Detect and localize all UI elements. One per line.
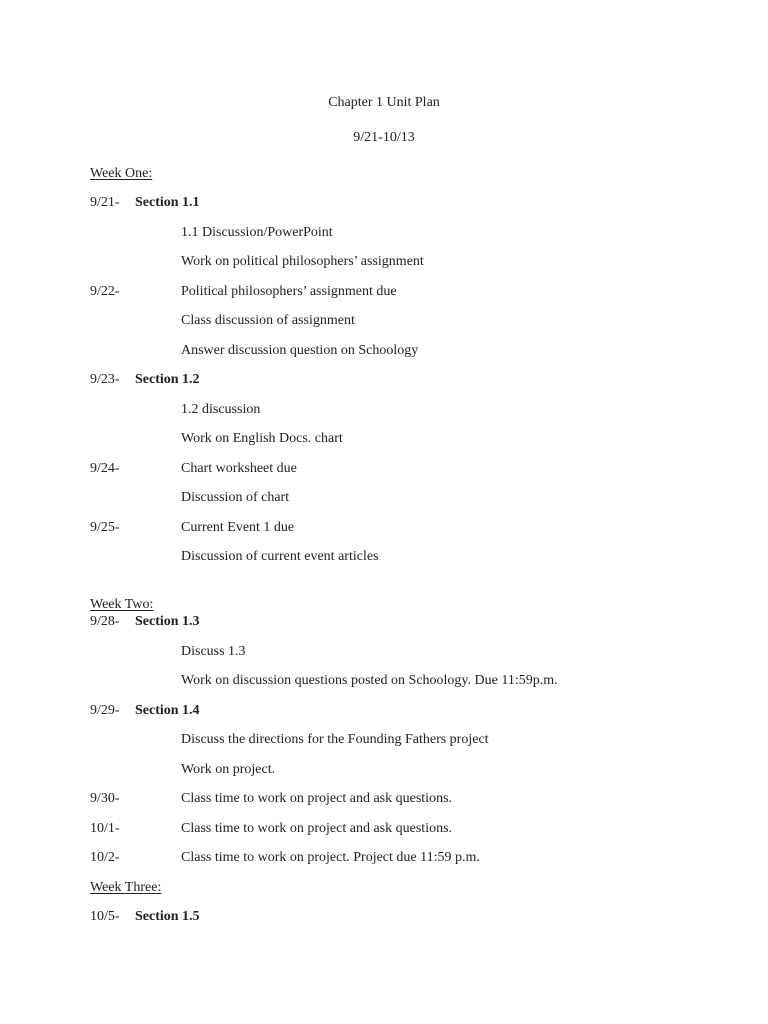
week-heading: Week Two: — [90, 597, 154, 612]
plan-item-text: Work on political philosophers’ assignment — [181, 254, 424, 269]
plan-item-text: Chart worksheet due — [181, 461, 297, 476]
plan-date: 9/24- — [90, 461, 120, 476]
plan-item-text: Discussion of chart — [181, 490, 290, 505]
plan-item-row — [0, 643, 768, 661]
plan-item-row — [0, 253, 768, 271]
plan-item-row — [0, 849, 768, 867]
plan-item-row — [0, 519, 768, 537]
section-row — [0, 194, 768, 212]
section-row — [0, 702, 768, 720]
plan-item-row — [0, 489, 768, 507]
plan-item-row — [0, 430, 768, 448]
plan-date: 10/1- — [90, 821, 120, 836]
section-label: Section 1.2 — [135, 372, 200, 387]
plan-item-row — [0, 731, 768, 749]
plan-item-row — [0, 312, 768, 330]
plan-date: 10/2- — [90, 850, 120, 865]
document-date-range: 9/21-10/13 — [353, 130, 415, 145]
plan-item-text: Work on project. — [181, 762, 276, 777]
plan-item-text: Discuss the directions for the Founding Fathers project — [181, 732, 489, 747]
plan-item-text: Current Event 1 due — [181, 520, 295, 535]
plan-item-row — [0, 790, 768, 808]
plan-item-row — [0, 401, 768, 419]
plan-date: 9/23- — [90, 372, 120, 387]
plan-item-text: 1.2 discussion — [181, 402, 261, 417]
section-label: Section 1.3 — [135, 614, 200, 629]
section-label: Section 1.1 — [135, 195, 200, 210]
week-heading: Week One: — [90, 166, 153, 181]
plan-item-row — [0, 283, 768, 301]
plan-date: 9/25- — [90, 520, 120, 535]
plan-item-text: Class discussion of assignment — [181, 313, 355, 328]
section-row — [0, 613, 768, 631]
section-label: Section 1.4 — [135, 703, 200, 718]
section-label: Section 1.5 — [135, 909, 200, 924]
week-heading-row — [0, 596, 768, 614]
plan-item-text: Class time to work on project and ask questions. — [181, 791, 453, 806]
plan-item-text: Answer discussion question on Schoology — [181, 343, 419, 358]
plan-item-text: Discussion of current event articles — [181, 549, 379, 564]
plan-item-text: Discuss 1.3 — [181, 644, 246, 659]
plan-date: 9/28- — [90, 614, 120, 629]
plan-item-text: Political philosophers’ assignment due — [181, 284, 397, 299]
plan-date: 9/22- — [90, 284, 120, 299]
plan-item-row — [0, 672, 768, 690]
plan-item-row — [0, 761, 768, 779]
week-heading-row — [0, 879, 768, 897]
plan-item-row — [0, 224, 768, 242]
plan-item-text: Work on English Docs. chart — [181, 431, 343, 446]
plan-date: 9/29- — [90, 703, 120, 718]
plan-item-row — [0, 460, 768, 478]
plan-date: 9/21- — [90, 195, 120, 210]
plan-item-text: Class time to work on project. Project due 11:59 p.m. — [181, 850, 480, 865]
plan-item-row — [0, 548, 768, 566]
section-row — [0, 908, 768, 926]
plan-item-text: 1.1 Discussion/PowerPoint — [181, 225, 333, 240]
plan-date: 10/5- — [90, 909, 120, 924]
section-row — [0, 371, 768, 389]
week-heading-row — [0, 165, 768, 183]
document-title: Chapter 1 Unit Plan — [328, 95, 440, 110]
plan-item-text: Class time to work on project and ask questions. — [181, 821, 453, 836]
plan-date: 9/30- — [90, 791, 120, 806]
plan-item-row — [0, 820, 768, 838]
plan-item-text: Work on discussion questions posted on Schoology. Due 11:59p.m. — [181, 673, 558, 688]
week-heading: Week Three: — [90, 880, 162, 895]
plan-item-row — [0, 342, 768, 360]
